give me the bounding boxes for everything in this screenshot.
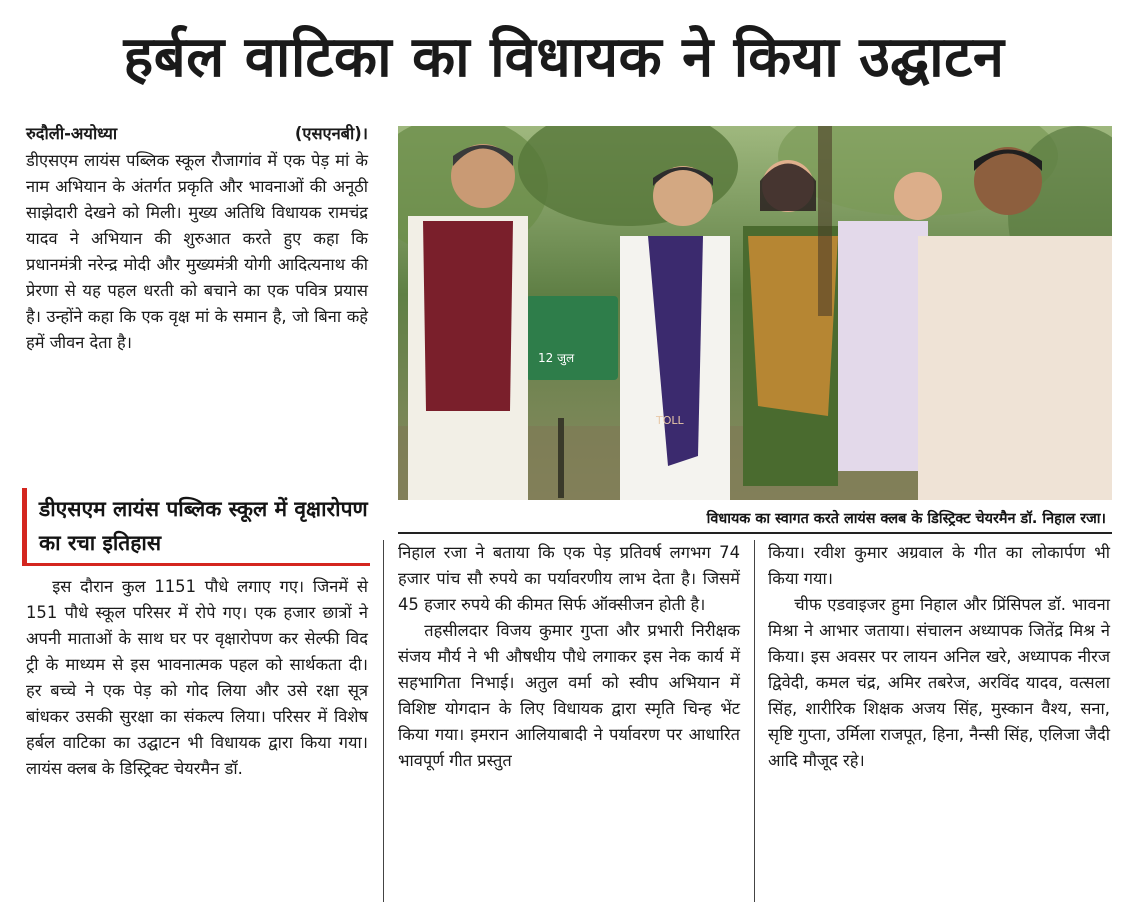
body-paragraph-3: तहसीलदार विजय कुमार गुप्ता और प्रभारी निरीक्षक संजय मौर्य ने भी औषधीय पौधे लगाकर इस नेक कार्य में सहभागिता निभाई। अतुल वर्मा को स्वीप अभियान में विशिष्ट योगदान के लिए विधायक द्वारा स्मृति चिन्ह भेंट किया गया। इमरान आलियाबादी ने पर्यावरण पर आधारित भावपूर्ण गीत प्रस्तुत [398, 621, 740, 770]
body-paragraph-2: निहाल रजा ने बताया कि एक पेड़ प्रतिवर्ष लगभग 74 हजार पांच सौ रुपये का पर्यावरणीय लाभ देता है। जिसमें 45 हजार रुपये की कीमत सिर्फ ऑक्सीजन होती है। [398, 543, 740, 614]
photo-caption: विधायक का स्वागत करते लायंस क्लब के डिस्ट्रिक्ट चेयरमैन डॉ. निहाल रजा। [398, 506, 1112, 534]
article-column-1 [26, 120, 368, 356]
article-column-2 [398, 540, 740, 774]
article-column-1-lower [26, 574, 368, 782]
person-left-vest [423, 221, 513, 411]
column-divider [754, 540, 755, 902]
news-photo [398, 126, 1112, 500]
tree-trunk [818, 126, 832, 316]
body-paragraph-4: किया। रवीश कुमार अग्रवाल के गीत का लोकार्पण भी किया गया। [768, 543, 1110, 588]
column-divider [383, 540, 384, 902]
photo-illustration [398, 126, 1112, 500]
sign-post [558, 418, 564, 498]
person-back-head [894, 172, 942, 220]
intro-paragraph: डीएसएम लायंस पब्लिक स्कूल रौजागांव में एक पेड़ मां के नाम अभियान के अंतर्गत प्रकृति और भावनाओं की अनूठी साझेदारी देखने को मिली। मुख्य अतिथि विधायक रामचंद्र यादव ने अभियान की शुरुआत करते हुए कहा कि प्रधानमंत्री नरेन्द्र मोदी और मुख्यमंत्री योगी आदित्यनाथ की प्रेरणा से यह पहल धरती को बचाने का एक पवित्र प्रयास है। उन्होंने कहा कि एक वृक्ष मां के समान है, जो बिना कहे हमें जीवन देता है। [26, 151, 368, 352]
body-paragraph-1: इस दौरान कुल 1151 पौधे लगाए गए। जिनमें से 151 पौधे स्कूल परिसर में रोपे गए। एक हजार छात्रों ने अपनी माताओं के साथ घर पर वृक्षारोपण कर सेल्फी विद ट्री के माध्यम से इस भावनात्मक पहल को सार्थकता दी। हर बच्चे ने एक पेड़ को गोद लिया और उसे रक्षा सूत्र बांधकर उसकी सुरक्षा का संकल्प लिया। परिसर में विशेष हर्बल वाटिका का उद्घाटन भी विधायक द्वारा किया गया। लायंस क्लब के डिस्ट्रिक्ट चेयरमैन डॉ. [26, 577, 368, 778]
dateline-place: रुदौली-अयोध्या [26, 124, 118, 143]
person-back-dress [838, 221, 928, 471]
subheading: डीएसएम लायंस पब्लिक स्कूल में वृक्षारोपण का रचा इतिहास [22, 488, 370, 566]
plant-sign [526, 296, 618, 380]
sash-text: TOLL [656, 414, 684, 427]
person-right-kurta [918, 236, 1112, 500]
body-paragraph-5: चीफ एडवाइजर हुमा निहाल और प्रिंसिपल डॉ. भावना मिश्रा ने आभार जताया। संचालन अध्यापक जितेंद्र मिश्र ने किया। इस अवसर पर लायन अनिल खरे, अध्यापक नीरज द्विवेदी, कमल चंद्र, अमिर तबरेज, अरविंद यादव, वत्सला सिंह, शारीरिक शिक्षक अजय सिंह, मुस्कान वैश्य, सना, सृष्टि गुप्ता, उर्मिला राजपूत, हिना, नैन्सी सिंह, एलिजा जैदी आदि मौजूद रहे। [768, 595, 1110, 770]
plant-sign-text: 12 जुल [538, 351, 575, 365]
article-column-3 [768, 540, 1110, 774]
dateline [26, 120, 368, 148]
dateline-agency: (एसएनबी)। [294, 124, 368, 143]
headline: हर्बल वाटिका का विधायक ने किया उद्घाटन [123, 25, 1005, 90]
